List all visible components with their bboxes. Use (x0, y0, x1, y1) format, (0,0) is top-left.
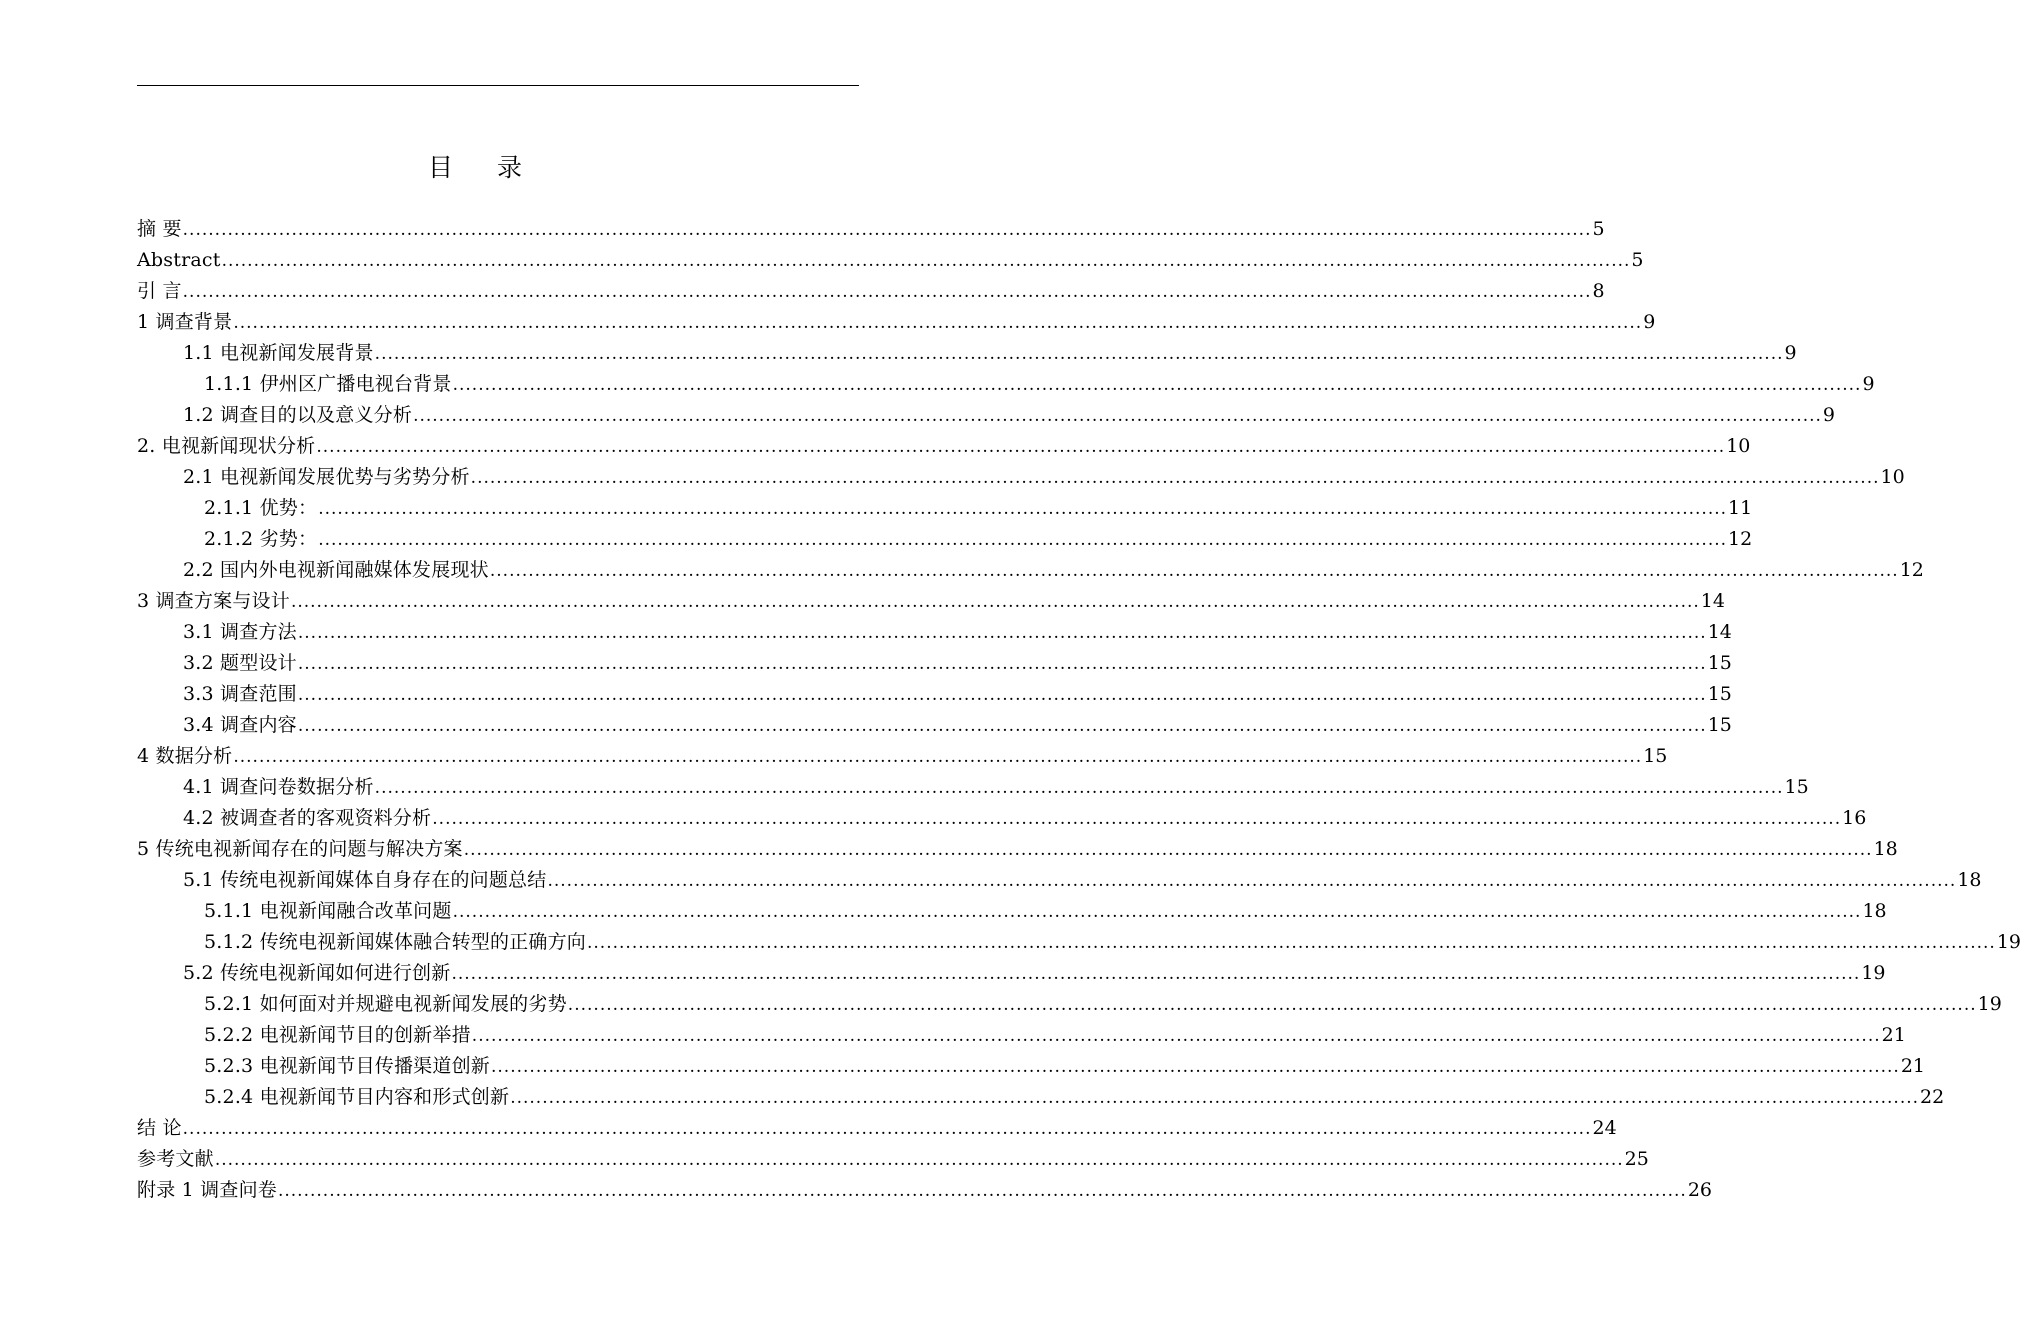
toc-dot-leader: ............................................................................................................................................................................................................................ (214, 1150, 1624, 1170)
toc-page-number: 19 (1996, 931, 2021, 953)
toc-dot-leader: ............................................................................................................................................................................................................................ (451, 964, 1861, 984)
toc-page-number: 26 (1687, 1179, 1712, 1201)
toc-title: 目 录 (428, 153, 540, 182)
toc-page-number: 15 (1707, 652, 1732, 674)
toc-entry-label: 5 传统电视新闻存在的问题与解决方案 (137, 838, 463, 860)
toc-dot-leader: ............................................................................................................................................................................................................................ (318, 499, 1728, 519)
toc-entry[interactable] (137, 617, 1732, 648)
toc-entry[interactable] (137, 989, 2002, 1020)
toc-entry-label: 2.1.2 劣势： (204, 528, 318, 550)
toc-entry-label: 2.1 电视新闻发展优势与劣势分析 (183, 466, 470, 488)
toc-page-number: 5 (1592, 218, 1605, 240)
toc-entry-label: 3.2 题型设计 (183, 652, 297, 674)
toc-dot-leader: ............................................................................................................................................................................................................................ (374, 344, 1784, 364)
toc-page-number: 18 (1957, 869, 1982, 891)
toc-page-number: 21 (1881, 1024, 1906, 1046)
toc-page-number: 11 (1728, 497, 1753, 519)
toc-entry-label: 摘 要 (137, 218, 182, 240)
toc-page-number: 22 (1920, 1086, 1945, 1108)
toc-entry-label: 4.2 被调查者的客观资料分析 (183, 807, 432, 829)
toc-entry-label: 4 数据分析 (137, 745, 233, 767)
toc-entry[interactable] (137, 555, 1924, 586)
toc-entry[interactable] (137, 431, 1751, 462)
toc-entry-label: 3.1 调查方法 (183, 621, 297, 643)
toc-dot-leader: ............................................................................................................................................................................................................................ (297, 654, 1707, 674)
toc-dot-leader: ............................................................................................................................................................................................................................ (297, 716, 1707, 736)
toc-page-number: 19 (1861, 962, 1886, 984)
toc-page-number: 9 (1643, 311, 1656, 333)
toc-dot-leader: ............................................................................................................................................................................................................................ (297, 685, 1707, 705)
toc-dot-leader: ............................................................................................................................................................................................................................ (489, 561, 1899, 581)
toc-page-number: 8 (1592, 280, 1605, 302)
toc-entry-label: 参考文献 (137, 1148, 214, 1170)
toc-entry-label: 1.2 调查目的以及意义分析 (183, 404, 413, 426)
toc-page-number: 9 (1822, 404, 1835, 426)
toc-entry[interactable] (137, 276, 1605, 307)
toc-page-number: 15 (1707, 714, 1732, 736)
toc-entry-label: 5.1.1 电视新闻融合改革问题 (204, 900, 452, 922)
toc-entry[interactable] (137, 307, 1656, 338)
toc-entry-label: 5.2.4 电视新闻节目内容和形式创新 (204, 1086, 510, 1108)
toc-entry-label: 2.1.1 优势： (204, 497, 318, 519)
toc-entry[interactable] (137, 1020, 1906, 1051)
toc-entry-label: 3.3 调查范围 (183, 683, 297, 705)
toc-entry-label: 2.2 国内外电视新闻融媒体发展现状 (183, 559, 489, 581)
toc-page-number: 24 (1592, 1117, 1617, 1139)
toc-entry-label: 4.1 调查问卷数据分析 (183, 776, 374, 798)
toc-entry-label: 1.1 电视新闻发展背景 (183, 342, 374, 364)
table-of-contents (137, 214, 2021, 1206)
toc-page-number: 5 (1631, 249, 1644, 271)
toc-entry[interactable] (137, 927, 2021, 958)
toc-page-number: 10 (1726, 435, 1751, 457)
toc-dot-leader: ............................................................................................................................................................................................................................ (233, 747, 1643, 767)
toc-page-number: 15 (1784, 776, 1809, 798)
toc-entry[interactable] (137, 865, 1982, 896)
toc-entry[interactable] (137, 1051, 1926, 1082)
toc-entry-label: 3.4 调查内容 (183, 714, 297, 736)
toc-entry-label: 5.2.1 如何面对并规避电视新闻发展的劣势 (204, 993, 567, 1015)
toc-page-number: 9 (1862, 373, 1875, 395)
toc-entry[interactable] (137, 214, 1605, 245)
toc-entry[interactable] (137, 524, 1753, 555)
toc-page-number: 12 (1728, 528, 1753, 550)
toc-entry[interactable] (137, 803, 1867, 834)
toc-page-number: 15 (1707, 683, 1732, 705)
toc-dot-leader: ............................................................................................................................................................................................................................ (182, 1119, 1592, 1139)
toc-entry[interactable] (137, 338, 1797, 369)
toc-page-number: 15 (1643, 745, 1668, 767)
toc-dot-leader: ............................................................................................................................................................................................................................ (587, 933, 1996, 953)
toc-entry-label: Abstract (137, 249, 221, 271)
toc-dot-leader: ............................................................................................................................................................................................................................ (413, 406, 1822, 426)
toc-dot-leader: ............................................................................................................................................................................................................................ (567, 995, 1977, 1015)
toc-entry-label: 引 言 (137, 280, 182, 302)
toc-entry[interactable] (137, 245, 1644, 276)
toc-entry-label: 1 调查背景 (137, 311, 233, 333)
toc-entry-label: 结 论 (137, 1117, 182, 1139)
toc-dot-leader: ............................................................................................................................................................................................................................ (452, 375, 1862, 395)
toc-page-number: 18 (1862, 900, 1887, 922)
toc-entry-label: 附录 1 调查问卷 (137, 1179, 277, 1201)
toc-entry-label: 5.2 传统电视新闻如何进行创新 (183, 962, 451, 984)
toc-dot-leader: ............................................................................................................................................................................................................................ (233, 313, 1643, 333)
toc-page-number: 21 (1900, 1055, 1926, 1077)
toc-dot-leader: ............................................................................................................................................................................................................................ (471, 1026, 1881, 1046)
toc-entry[interactable] (137, 679, 1732, 710)
toc-page-number: 9 (1784, 342, 1797, 364)
toc-entry-label: 5.2.3 电视新闻节目传播渠道创新 (204, 1055, 490, 1077)
toc-entry-label: 1.1.1 伊州区广播电视台背景 (204, 373, 452, 395)
toc-entry-label: 2. 电视新闻现状分析 (137, 435, 316, 457)
toc-entry[interactable] (137, 896, 1887, 927)
toc-entry[interactable] (137, 834, 1898, 865)
toc-dot-leader: ............................................................................................................................................................................................................................ (182, 220, 1592, 240)
toc-dot-leader: ............................................................................................................................................................................................................................ (290, 592, 1700, 612)
toc-dot-leader: ............................................................................................................................................................................................................................ (491, 1057, 1900, 1077)
toc-dot-leader: ............................................................................................................................................................................................................................ (470, 468, 1880, 488)
toc-entry[interactable] (137, 1113, 1617, 1144)
toc-entry[interactable] (137, 741, 1668, 772)
toc-dot-leader: ............................................................................................................................................................................................................................ (374, 778, 1784, 798)
toc-entry-label: 5.2.2 电视新闻节目的创新举措 (204, 1024, 471, 1046)
toc-page-number: 12 (1899, 559, 1924, 581)
toc-dot-leader: ............................................................................................................................................................................................................................ (510, 1088, 1920, 1108)
toc-dot-leader: ............................................................................................................................................................................................................................ (182, 282, 1592, 302)
toc-entry[interactable] (137, 710, 1732, 741)
toc-dot-leader: ............................................................................................................................................................................................................................ (547, 871, 1957, 891)
toc-entry[interactable] (137, 369, 1875, 400)
toc-entry[interactable] (137, 400, 1835, 431)
toc-entry[interactable] (137, 462, 1905, 493)
toc-dot-leader: ............................................................................................................................................................................................................................ (318, 530, 1728, 550)
toc-page-number: 19 (1977, 993, 2002, 1015)
toc-entry[interactable] (137, 958, 1886, 989)
toc-entry-label: 5.1.2 传统电视新闻媒体融合转型的正确方向 (204, 931, 586, 953)
toc-page-number: 18 (1873, 838, 1898, 860)
toc-dot-leader: ............................................................................................................................................................................................................................ (316, 437, 1726, 457)
toc-dot-leader: ............................................................................................................................................................................................................................ (432, 809, 1842, 829)
toc-entry[interactable] (137, 1144, 1649, 1175)
toc-entry-label: 3 调查方案与设计 (137, 590, 290, 612)
toc-page-number: 14 (1707, 621, 1732, 643)
toc-page-number: 14 (1700, 590, 1725, 612)
toc-entry[interactable] (137, 1082, 1945, 1113)
toc-page-number: 25 (1624, 1148, 1649, 1170)
toc-dot-leader: ............................................................................................................................................................................................................................ (277, 1181, 1687, 1201)
toc-dot-leader: ............................................................................................................................................................................................................................ (297, 623, 1707, 643)
toc-entry[interactable] (137, 586, 1725, 617)
toc-entry[interactable] (137, 493, 1753, 524)
toc-dot-leader: ............................................................................................................................................................................................................................ (452, 902, 1862, 922)
toc-entry[interactable] (137, 772, 1809, 803)
toc-entry-label: 5.1 传统电视新闻媒体自身存在的问题总结 (183, 869, 547, 891)
header-rule (137, 85, 859, 86)
toc-dot-leader: ............................................................................................................................................................................................................................ (463, 840, 1873, 860)
toc-dot-leader: ............................................................................................................................................................................................................................ (221, 251, 1631, 271)
toc-entry[interactable] (137, 648, 1732, 679)
toc-page-number: 10 (1880, 466, 1905, 488)
toc-page-number: 16 (1842, 807, 1867, 829)
toc-entry[interactable] (137, 1175, 1712, 1206)
